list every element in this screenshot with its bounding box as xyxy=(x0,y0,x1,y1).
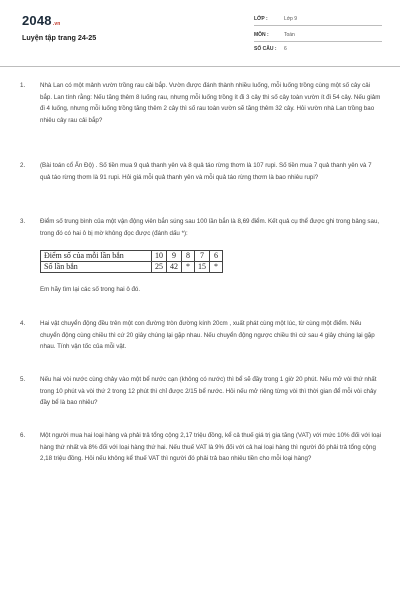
table-cell: Điểm số của mỗi lần bắn xyxy=(41,251,152,262)
site-logo: 2048.vn xyxy=(22,13,61,28)
meta-class-value: Lớp 9 xyxy=(284,16,298,22)
meta-count-value: 6 xyxy=(284,46,287,52)
question-number: 6. xyxy=(20,432,26,439)
question-number: 2. xyxy=(20,162,26,169)
table-cell: * xyxy=(210,262,223,273)
question-number: 5. xyxy=(20,376,26,383)
question-3-followup: Em hãy tìm lại các số trong hai ô đó. xyxy=(40,286,141,293)
meta-subject-value: Toán xyxy=(284,32,295,38)
question-text: Nếu hai vòi nước cùng chảy vào một bể nước cạn (không có nước) thì bể sẽ đầy trong 1 giờ 20 phút. Nếu mở vòi thứ nhất trong 10 phút và vòi thứ 2 trong 12 phút thì chỉ được 2/15 bể nước. Hỏi nếu mở riêng từng vòi thì thời gian để mỗi vòi chảy đầy bể là bao nhiêu? xyxy=(40,376,377,406)
table-cell: 6 xyxy=(210,251,223,262)
table-cell: 25 xyxy=(152,262,167,273)
score-table xyxy=(40,250,223,273)
table-cell: 10 xyxy=(152,251,167,262)
question-number: 4. xyxy=(20,320,26,327)
question-text: Hai vật chuyển động đều trên một con đường tròn đường kính 20cm , xuất phát cùng một lúc, từ cùng một điểm. Nếu chuyển động cùng chiều thì cứ 20 giây chúng lại gặp nhau. Nếu chuyển động ngược chiều thì cứ sau 4 giây chúng lại gặp nhau. Tính vận tốc của mỗi vật. xyxy=(40,320,375,350)
page-title: Luyện tập trang 24-25 xyxy=(22,33,97,42)
meta-count-label: SỐ CÂU : xyxy=(254,46,277,52)
question-text: Nhà Lan có một mảnh vườn trồng rau cải bắp. Vườn được đánh thành nhiều luống, mỗi luống trồng cùng một số cây cải bắp. Lan tính rằng: Nếu tăng thêm 8 luống rau, nhưng mỗi luống trồng ít đi 3 cây thì số cây toàn vườn ít đi 54 cây. Nếu giảm đi 4 luống, nhưng mỗi luống trồng tăng thêm 2 cây thì số rau toàn vườn sẽ tăng thêm 32 cây. Hỏi vườn nhà Lan trồng bao nhiêu cây rau cải bắp? xyxy=(40,82,381,124)
table-cell: Số lần bắn xyxy=(41,262,152,273)
table-cell: 7 xyxy=(195,251,210,262)
question-text: Điểm số trung bình của một vận động viên bắn súng sau 100 lần bắn là 8,69 điểm. Kết quả cụ thể được ghi trong bảng sau, trong đó có hai ô bị mờ không đọc được (đánh dấu *): xyxy=(40,218,380,237)
table-cell: 8 xyxy=(182,251,195,262)
question-text: (Bài toán cổ Ấn Độ) . Số tiền mua 9 quả thanh yên và 8 quả táo rừng thơm là 107 rupi. Số tiền mua 7 quả thanh yên và 7 quả táo rừng thơm là 91 rupi. Hỏi giá mỗi quả thanh yên và mỗi quả táo rừng thơm là bao nhiêu rupi? xyxy=(40,162,372,181)
table-row xyxy=(41,251,223,262)
table-cell: 15 xyxy=(195,262,210,273)
question-number: 1. xyxy=(20,82,26,89)
meta-subject-label: MÔN : xyxy=(254,32,269,38)
question-number: 3. xyxy=(20,218,26,225)
table-row xyxy=(41,262,223,273)
table-cell: 9 xyxy=(167,251,182,262)
question-text: Một người mua hai loại hàng và phải trả tổng cộng 2,17 triệu đồng, kể cả thuế giá trị gia tăng (VAT) với mức 10% đối với loại hàng thứ nhất và 8% đối với loại hàng thứ hai. Nếu thuế VAT là 9% đối với cả hai loại hàng thì người đó phải trả tổng cộng 2,18 triệu đồng. Hỏi nếu không kể thuế VAT thì người đó phải trả bao nhiêu tiền cho mỗi loại hàng? xyxy=(40,432,382,462)
meta-class-label: LỚP : xyxy=(254,16,268,22)
table-cell: * xyxy=(182,262,195,273)
table-cell: 42 xyxy=(167,262,182,273)
header-divider xyxy=(0,66,400,67)
